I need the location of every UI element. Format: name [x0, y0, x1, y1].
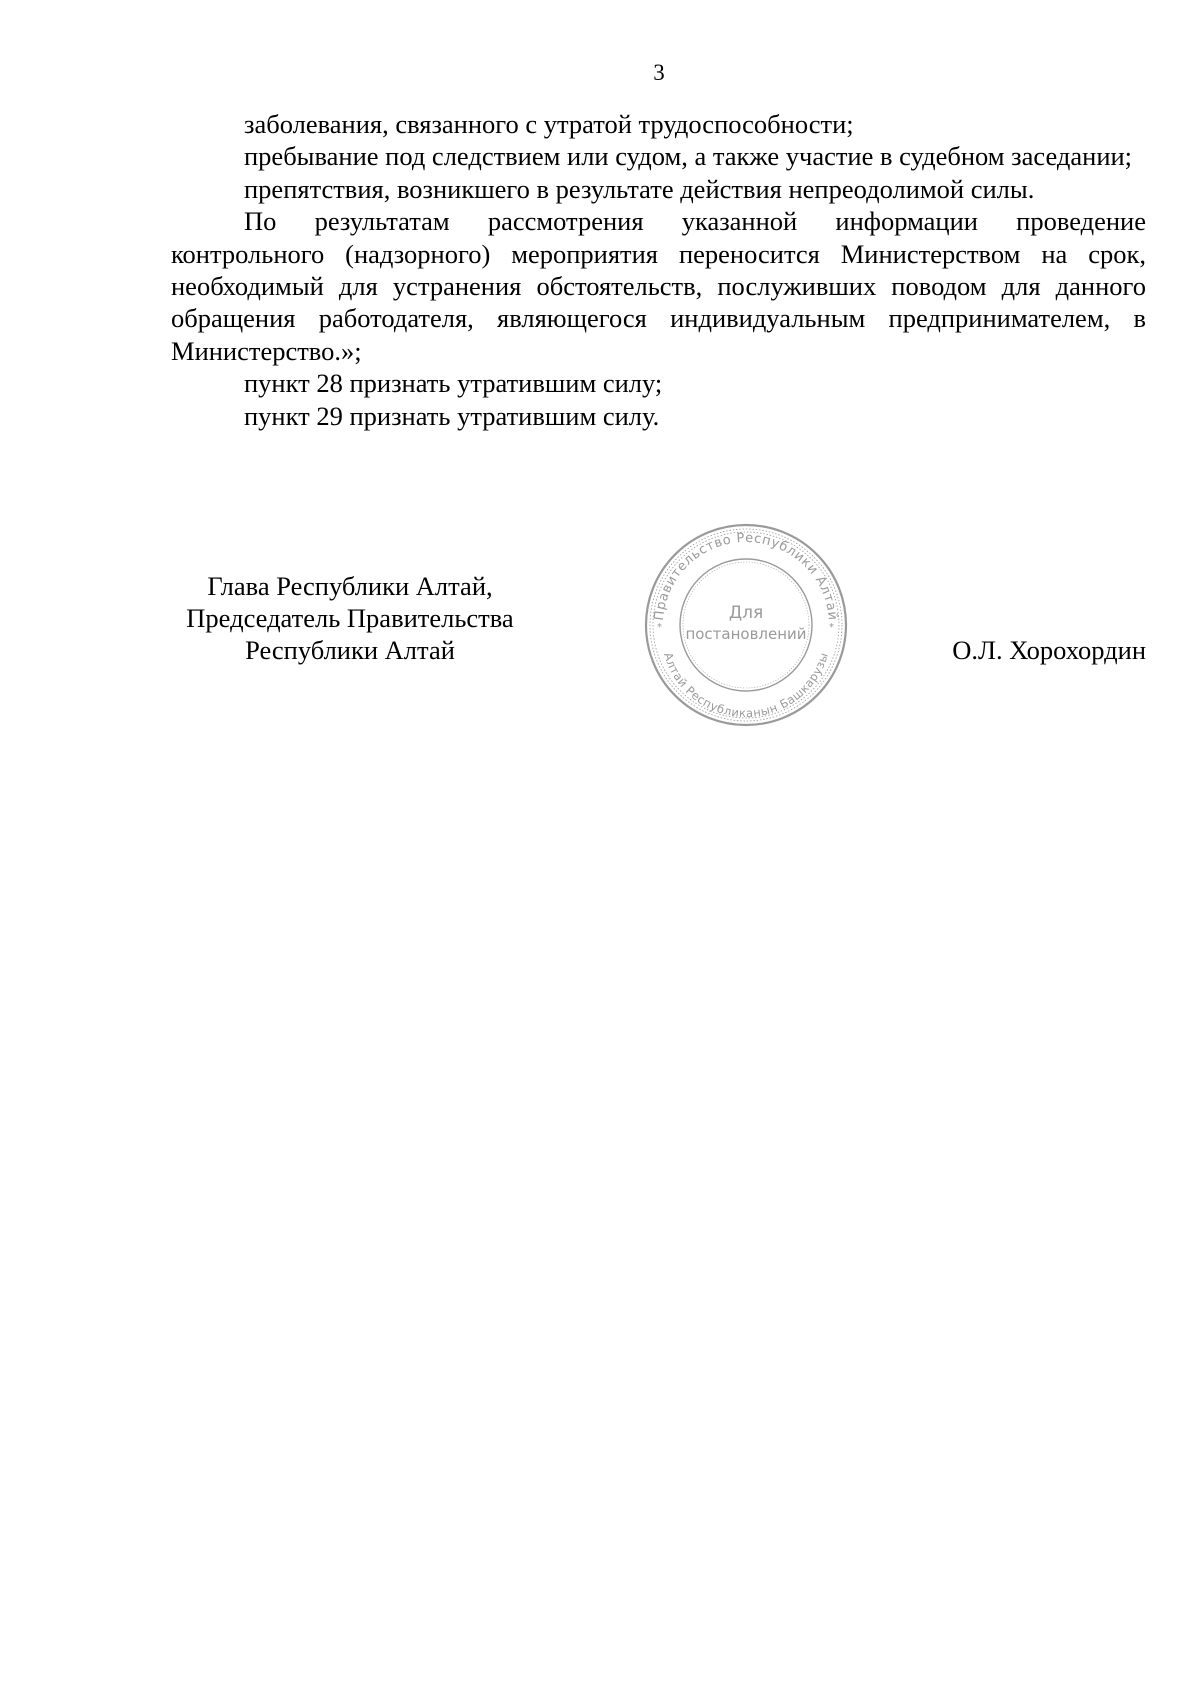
stamp-outer-text-bottom: Алтай Республиканын Башкарузы	[660, 650, 832, 721]
paragraph: пункт 29 признать утратившим силу.	[244, 400, 660, 431]
document-body	[171, 108, 1146, 432]
paragraph: пребывание под следствием или судом, а также участие в судебном заседании;	[244, 141, 1133, 172]
stamp-center-line: Для	[728, 603, 764, 623]
signatory-name: О.Л. Хорохордин	[952, 635, 1146, 665]
svg-text:*: *	[829, 622, 834, 633]
paragraph: заболевания, связанного с утратой трудоспособности;	[244, 109, 854, 139]
svg-text:Алтай Республиканын Башкарузы	[661, 651, 831, 720]
signatory-title-line: Республики Алтай	[245, 635, 455, 665]
svg-text:*: *	[657, 622, 662, 633]
page-number: 3	[653, 60, 665, 85]
signatory-title-line: Председатель Правительства	[186, 603, 514, 633]
stamp-outer-text: Правительство Республики Алтай	[652, 530, 840, 622]
paragraph: препятствия, возникшего в результате действия непреодолимой силы.	[244, 173, 1035, 204]
signatory-title	[165, 570, 535, 666]
paragraph: По результатам рассмотрения указанной информации проведение контрольного (надзорного) мероприятия переносится Министерством на срок, необходимый для устранения обстоятельств, послуживших поводом для данного обращения работодателя, являющегося индивидуальным предпринимателем, в Министерство.»;	[171, 206, 1146, 366]
paragraph: пункт 28 признать утратившим силу;	[244, 368, 663, 399]
official-seal-stamp	[641, 520, 851, 730]
signatory-title-line: Глава Республики Алтай,	[207, 571, 493, 601]
stamp-center-line: постановлений	[685, 625, 807, 643]
